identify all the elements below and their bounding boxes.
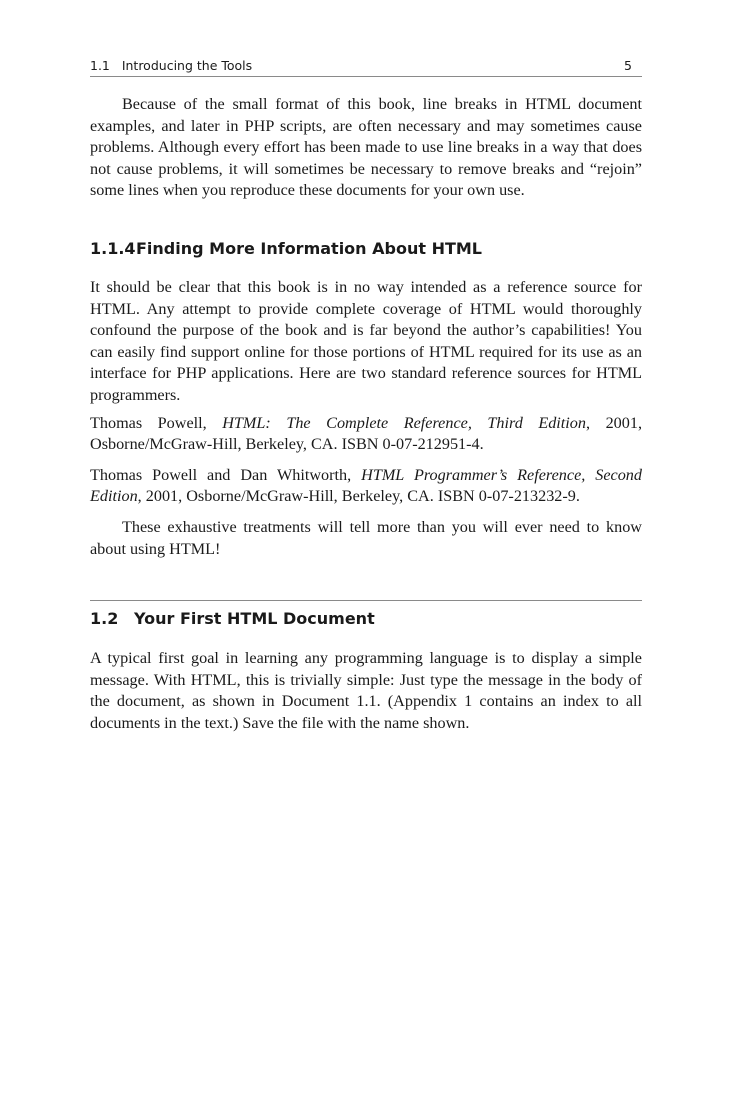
section-title: Your First HTML Document: [134, 609, 375, 629]
reference-details: , 2001, Osborne/McGraw-Hill, Berkeley, CA. ISBN 0-07-212951-4.: [90, 413, 643, 454]
reference-entry-1: [90, 413, 642, 456]
running-head-section-number: 1.1: [90, 58, 110, 73]
section-heading-1-1-4: [90, 239, 642, 258]
reference-title: HTML: The Complete Reference, Third Edition: [222, 413, 586, 432]
page-number: 5: [624, 58, 632, 73]
section-number: 1.1.4: [90, 238, 136, 258]
reference-author: Thomas Powell and Dan Whitworth,: [90, 465, 362, 484]
section-title: Finding More Information About HTML: [136, 238, 482, 258]
body-paragraph-line-breaks: Because of the small format of this book, line breaks in HTML document examples, and later in PHP scripts, are often necessary and may sometimes cause problems. Although every effort has been made to use line breaks in a way that does not cause problems, it will sometimes be necessary to remove breaks and “rejoin” some lines when you reproduce these documents for your own use.: [90, 95, 642, 200]
section-heading-1-2: [90, 609, 642, 628]
running-head: [90, 58, 642, 77]
running-head-section-title: Introducing the Tools: [121, 58, 253, 73]
body-paragraph-reference-intro: It should be clear that this book is in no way intended as a reference source for HTML. Any attempt to provide complete coverage of HTML would thoroughly confound the purpose of the book and is far beyond the author’s capabilities! You can easily find support online for those portions of HTML required for its use as an interface for PHP applications. Here are two standard reference sources for HTML programmers.: [90, 277, 642, 404]
body-paragraph-first-document: A typical first goal in learning any programming language is to display a simple message. With HTML, this is trivially simple: Just type the message in the body of the document, as shown in Document 1.1. (Appendix 1 contains an index to all documents in the text.) Save the file with the name shown.: [90, 649, 642, 732]
running-head-title: [90, 58, 252, 73]
section-rule: [90, 600, 642, 601]
section-number: 1.2: [90, 609, 119, 629]
body-paragraph-exhaustive: These exhaustive treatments will tell more than you will ever need to know about using HTML!: [90, 517, 642, 558]
book-page: [90, 58, 642, 734]
reference-author: Thomas Powell,: [90, 413, 223, 432]
reference-title: HTML Programmer’s Reference, Second Edition: [90, 465, 642, 506]
reference-details: , 2001, Osborne/McGraw-Hill, Berkeley, CA. ISBN 0-07-213232-9.: [137, 487, 580, 506]
reference-entry-2: [90, 465, 642, 508]
